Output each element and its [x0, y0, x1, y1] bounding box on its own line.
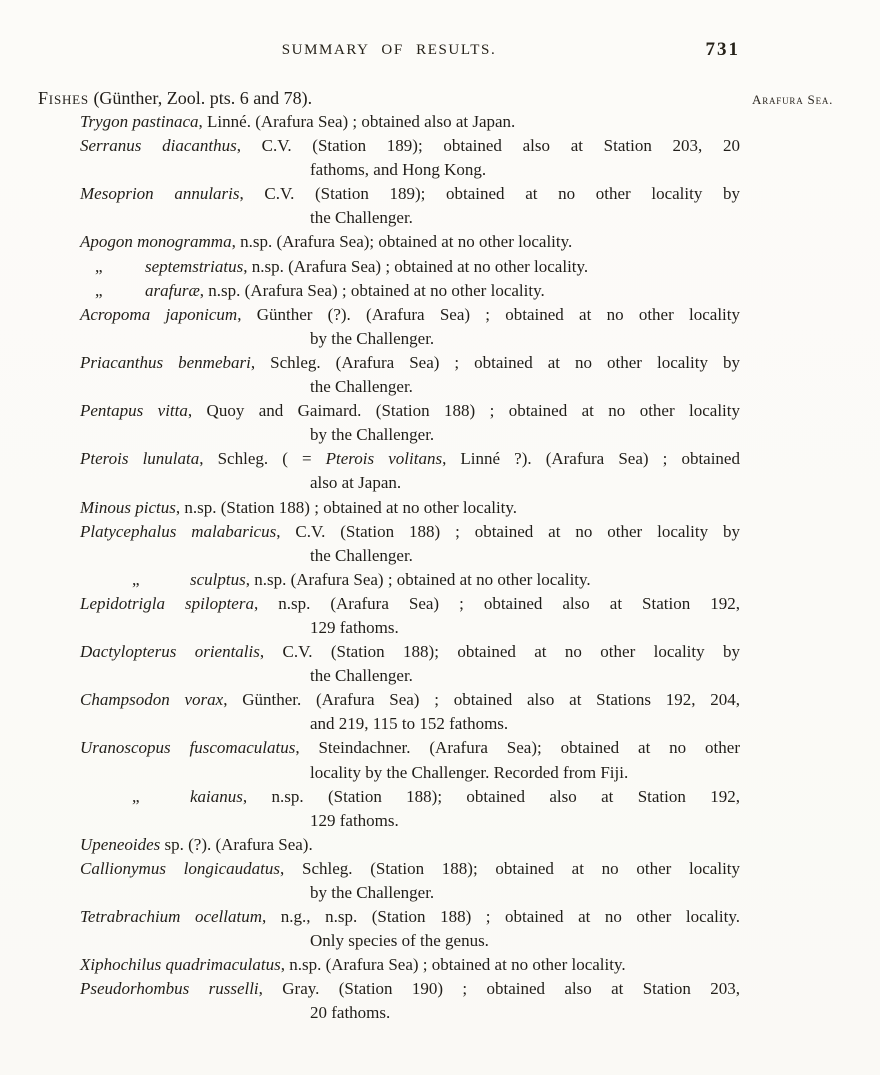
ditto-mark: „	[95, 280, 104, 300]
ditto-mark: „	[132, 786, 141, 806]
entry-text: , Linné ?). (Arafura Sea) ; obtained	[442, 449, 740, 469]
species-name: Dactylopterus orientalis	[80, 642, 260, 662]
species-name: Pseudorhombus russelli	[80, 979, 259, 999]
species-entry	[80, 230, 740, 254]
species-entry	[80, 351, 740, 399]
entry-text: , Gray. (Station 190) ; obtained also at Station 203,	[258, 979, 740, 999]
entry-first-line	[80, 857, 740, 881]
entry-text: , C.V. (Station 188); obtained at no other locality by	[259, 642, 740, 662]
entry-continuation-line: fathoms, and Hong Kong.	[310, 160, 487, 180]
margin-note: Arafura Sea.	[752, 92, 834, 107]
species-entry	[80, 736, 740, 784]
entry-text: , n.sp. (Arafura Sea) ; obtained at no other locality.	[243, 256, 589, 276]
species-name: Acropoma japonicum	[80, 304, 238, 324]
entry-continuation-line: 129 fathoms.	[310, 810, 399, 830]
species-name: Uranoscopus fuscomaculatus	[80, 738, 296, 758]
entry-first-line	[80, 182, 740, 206]
species-entry	[80, 640, 740, 688]
entry-first-line	[80, 568, 740, 592]
species-name: Upeneoides	[80, 834, 161, 854]
species-entry	[80, 520, 740, 568]
entry-first-line	[80, 351, 740, 375]
species-entry	[80, 255, 740, 279]
species-name: Pentapus vitta	[80, 401, 188, 421]
species-name: arafuræ	[145, 280, 200, 300]
entry-first-line	[80, 905, 740, 929]
species-entry	[80, 785, 740, 833]
entry-first-line	[80, 110, 740, 134]
entry-text: , Linné. (Arafura Sea) ; obtained also at Japan.	[198, 112, 516, 131]
entry-first-line	[80, 447, 740, 471]
species-entry	[80, 447, 740, 495]
species-entry	[80, 568, 740, 592]
species-name: Serranus diacanthus	[80, 136, 237, 156]
entry-first-line	[80, 833, 740, 857]
entry-continuation-line: Only species of the genus.	[310, 931, 489, 951]
entry-first-line	[80, 496, 740, 520]
species-entry	[80, 953, 740, 977]
entry-text: , n.sp. (Arafura Sea) ; obtained at no other locality.	[245, 569, 591, 589]
species-entry	[80, 182, 740, 230]
entry-text: , n.g., n.sp. (Station 188) ; obtained at no other locality.	[262, 907, 740, 927]
ditto-mark: „	[132, 569, 141, 589]
entry-text: , Günther (?). (Arafura Sea) ; obtained at no other locality	[237, 304, 740, 324]
species-entry	[80, 857, 740, 905]
entry-text: , n.sp. (Station 188) ; obtained at no other locality.	[175, 497, 518, 517]
species-name: Priacanthus benmebari	[80, 352, 251, 372]
species-entry	[80, 279, 740, 303]
section-heading-name: Fishes	[38, 88, 89, 108]
entry-text: , n.sp. (Arafura Sea) ; obtained at no other locality.	[199, 280, 545, 300]
species-name: Champsodon vorax	[80, 690, 224, 710]
species-name: Mesoprion annularis	[80, 184, 240, 204]
species-name: Platycephalus malabaricus	[80, 521, 277, 541]
section-heading-rest: (Günther, Zool. pts. 6 and 78).	[88, 88, 313, 108]
entry-text: , C.V. (Station 188) ; obtained at no other locality by	[276, 521, 741, 541]
entry-text: , n.sp. (Arafura Sea); obtained at no other locality.	[231, 232, 573, 252]
entry-text: sp. (?). (Arafura Sea).	[160, 834, 313, 854]
entry-text: , n.sp. (Arafura Sea) ; obtained at no other locality.	[280, 955, 626, 975]
species-entry	[80, 833, 740, 857]
entry-text: , Schleg. (Station 188); obtained at no other locality	[280, 858, 741, 878]
entry-text: , n.sp. (Arafura Sea) ; obtained also at Station 192,	[253, 593, 740, 613]
species-name: Pterois lunulata	[80, 449, 200, 469]
entry-first-line	[80, 399, 740, 423]
entry-first-line	[80, 230, 740, 254]
species-name: Xiphochilus quadrimaculatus	[80, 955, 281, 975]
entry-first-line	[80, 953, 740, 977]
entries-list	[80, 110, 740, 1026]
species-name: Lepidotrigla spiloptera	[80, 593, 254, 613]
entry-first-line	[80, 279, 740, 303]
entry-continuation-line: and 219, 115 to 152 fathoms.	[310, 714, 509, 734]
entry-text: , C.V. (Station 189); obtained also at Station 203, 20	[236, 136, 741, 156]
entry-text: , Steindachner. (Arafura Sea); obtained at no other	[295, 738, 740, 758]
entry-continuation-line: locality by the Challenger. Recorded from Fiji.	[310, 762, 629, 782]
entry-first-line	[80, 255, 740, 279]
entry-continuation-line: also at Japan.	[310, 473, 402, 493]
entry-text: , Schleg. ( =	[199, 449, 326, 469]
entry-continuation-line: 129 fathoms.	[310, 617, 399, 637]
entry-continuation-line: by the Challenger.	[310, 425, 435, 445]
entry-first-line	[80, 303, 740, 327]
entry-text: , Quoy and Gaimard. (Station 188) ; obtained at no other locality	[187, 401, 741, 421]
page-title: SUMMARY OF RESULTS.	[281, 42, 497, 58]
entry-continuation-line: the Challenger.	[310, 208, 413, 228]
entry-first-line	[80, 640, 740, 664]
species-entry	[80, 496, 740, 520]
running-head	[38, 39, 740, 60]
species-entry	[80, 110, 740, 134]
entry-continuation-line: the Challenger.	[310, 545, 413, 565]
entry-text: , Günther. (Arafura Sea) ; obtained also at Stations 192, 204,	[223, 690, 740, 710]
section-heading	[38, 88, 312, 109]
entry-first-line	[80, 592, 740, 616]
entry-continuation-line: by the Challenger.	[310, 883, 435, 902]
species-entry	[80, 399, 740, 447]
species-entry	[80, 592, 740, 640]
species-name: kaianus	[190, 786, 243, 806]
entry-first-line	[80, 977, 740, 1001]
entry-continuation-line: by the Challenger.	[310, 328, 435, 348]
species-name: Minous pictus	[80, 497, 176, 517]
species-name: Apogon monogramma	[80, 232, 232, 252]
species-entry	[80, 977, 740, 1025]
species-entry	[80, 905, 740, 953]
species-name: Pterois volitans	[325, 449, 443, 469]
entry-continuation-line: the Challenger.	[310, 377, 413, 397]
entry-text: , n.sp. (Station 188); obtained also at Station 192,	[242, 786, 740, 806]
entry-first-line	[80, 520, 740, 544]
species-name: Trygon pastinaca	[80, 112, 199, 131]
entry-continuation-line: the Challenger.	[310, 666, 413, 686]
species-entry	[80, 688, 740, 736]
entry-first-line	[80, 688, 740, 712]
species-entry	[80, 134, 740, 182]
species-name: septemstriatus	[145, 256, 244, 276]
entry-text: , C.V. (Station 189); obtained at no other locality by	[239, 184, 741, 204]
entry-first-line	[80, 736, 740, 760]
ditto-mark: „	[95, 256, 104, 276]
species-name: Tetrabrachium ocellatum	[80, 907, 263, 927]
species-name: Callionymus longicaudatus	[80, 858, 281, 878]
entry-text: , Schleg. (Arafura Sea) ; obtained at no other locality by	[250, 352, 740, 372]
species-entry	[80, 303, 740, 351]
species-name: sculptus	[190, 569, 246, 589]
page-number: 731	[705, 39, 740, 60]
entry-first-line	[80, 134, 740, 158]
entry-first-line	[80, 785, 740, 809]
entry-continuation-line: 20 fathoms.	[310, 1003, 391, 1023]
